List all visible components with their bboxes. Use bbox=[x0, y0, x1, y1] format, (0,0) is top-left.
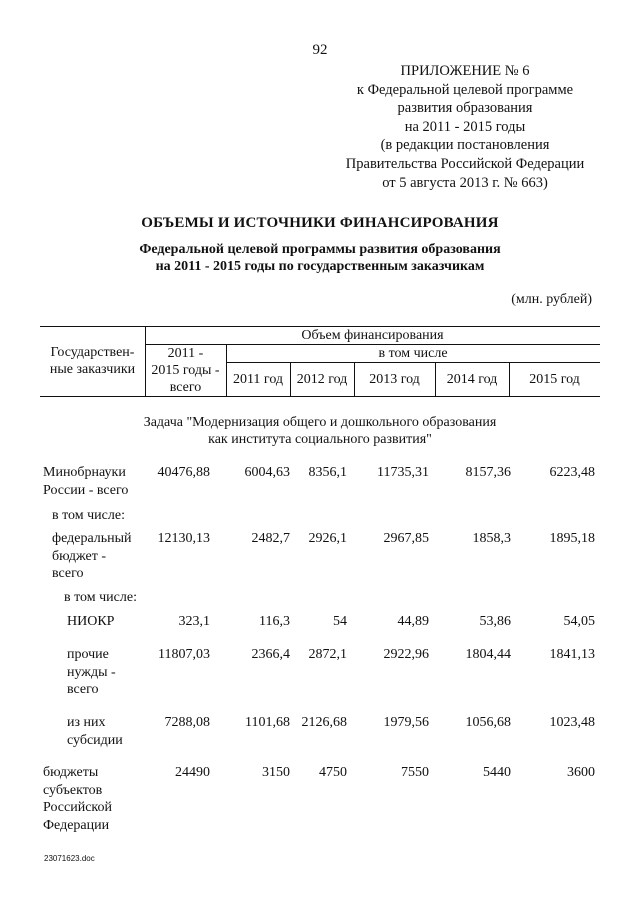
row-label-line: России - всего bbox=[43, 482, 129, 498]
row-label bbox=[64, 589, 137, 607]
appendix-line: развития образования bbox=[397, 100, 533, 117]
appendix-line: Правительства Российской Федерации bbox=[345, 155, 585, 172]
row-label-line: всего bbox=[52, 566, 84, 581]
cell-2013: 1979,56 bbox=[383, 715, 429, 730]
cell-2011: 2482,7 bbox=[251, 531, 290, 546]
row-label-line: из них bbox=[67, 715, 106, 730]
cell-2015: 1841,13 bbox=[549, 647, 595, 662]
row-label bbox=[52, 507, 125, 525]
cell-2012: 4750 bbox=[319, 765, 347, 780]
header-year-2013: 2013 год bbox=[369, 372, 420, 387]
appendix-line: к Федеральной целевой программе bbox=[356, 81, 574, 98]
cell-total: 40476,88 bbox=[157, 465, 210, 480]
row-label bbox=[43, 764, 112, 834]
task-line: как института социального развития" bbox=[208, 432, 432, 447]
cell-total: 323,1 bbox=[178, 614, 210, 629]
header-text: всего bbox=[169, 380, 202, 395]
header-text: ные заказчики bbox=[49, 362, 136, 377]
cell-2015: 6223,48 bbox=[549, 465, 595, 480]
cell-2014: 53,86 bbox=[479, 614, 511, 629]
row-label-line: всего bbox=[67, 682, 99, 697]
header-total bbox=[145, 345, 226, 396]
footer-filename: 23071623.doc bbox=[44, 854, 95, 863]
cell-2013: 11735,31 bbox=[377, 465, 429, 480]
cell-2012: 2872,1 bbox=[308, 647, 347, 662]
cell-2012: 2926,1 bbox=[308, 531, 347, 546]
row-label-line: нужды - bbox=[67, 664, 116, 680]
header-bottom-border bbox=[40, 396, 600, 397]
header-customers bbox=[40, 344, 145, 378]
cell-2015: 1895,18 bbox=[549, 531, 595, 546]
header-year-2012: 2012 год bbox=[296, 372, 348, 387]
appendix-line: на 2011 - 2015 годы bbox=[404, 118, 526, 135]
header-text: Государствен- bbox=[50, 345, 135, 360]
header-including: в том числе bbox=[378, 346, 448, 361]
task-line: Задача "Модернизация общего и дошкольного образования bbox=[143, 415, 497, 430]
cell-total: 24490 bbox=[175, 765, 210, 780]
row-label-line: Минобрнауки bbox=[43, 465, 126, 480]
row-label-line: Российской bbox=[43, 800, 112, 815]
cell-total: 7288,08 bbox=[164, 715, 210, 730]
header-text: 2015 годы - bbox=[151, 363, 220, 378]
appendix-line: ПРИЛОЖЕНИЕ № 6 bbox=[400, 63, 530, 79]
row-label-line: субъектов bbox=[43, 782, 103, 798]
row-label-line: прочие bbox=[67, 647, 109, 662]
cell-total: 11807,03 bbox=[158, 647, 210, 662]
row-label bbox=[67, 714, 123, 749]
row-label-line: Федерации bbox=[43, 817, 110, 833]
subtitle-line: на 2011 - 2015 годы по государственным заказчикам bbox=[155, 259, 485, 274]
header-text: 2011 - bbox=[167, 346, 204, 361]
cell-2015: 1023,48 bbox=[549, 715, 595, 730]
document-title: ОБЪЕМЫ И ИСТОЧНИКИ ФИНАНСИРОВАНИЯ bbox=[141, 215, 499, 231]
cell-2013: 2922,96 bbox=[383, 647, 429, 662]
cell-2011: 2366,4 bbox=[251, 647, 290, 662]
row-label-line: в том числе: bbox=[52, 508, 125, 523]
header-funding: Объем финансирования bbox=[301, 328, 444, 343]
appendix-line: (в редакции постановления bbox=[380, 137, 550, 154]
row-label bbox=[67, 613, 114, 631]
page-number: 92 bbox=[312, 42, 328, 58]
cell-2014: 1858,3 bbox=[472, 531, 511, 546]
cell-2014: 8157,36 bbox=[465, 465, 511, 480]
row-label bbox=[67, 646, 116, 699]
subtitle-line: Федеральной целевой программы развития образования bbox=[139, 242, 501, 257]
row-label bbox=[52, 530, 132, 583]
header-year-2011: 2011 год bbox=[232, 372, 284, 387]
appendix-block bbox=[330, 62, 600, 192]
cell-2015: 54,05 bbox=[563, 614, 595, 629]
task-heading bbox=[100, 414, 540, 448]
cell-total: 12130,13 bbox=[157, 531, 210, 546]
cell-2011: 1101,68 bbox=[245, 715, 290, 730]
document-subtitle bbox=[60, 241, 580, 275]
row-label-line: федеральный bbox=[52, 531, 132, 546]
cell-2011: 3150 bbox=[262, 765, 290, 780]
cell-2013: 2967,85 bbox=[383, 531, 429, 546]
cell-2014: 1804,44 bbox=[465, 647, 511, 662]
row-label-line: бюджет - bbox=[52, 548, 106, 564]
row-label bbox=[43, 464, 128, 499]
appendix-line: от 5 августа 2013 г. № 663) bbox=[382, 174, 548, 191]
row-label-line: НИОКР bbox=[67, 614, 115, 629]
cell-2013: 44,89 bbox=[397, 614, 429, 629]
cell-2015: 3600 bbox=[567, 765, 595, 780]
cell-2012: 8356,1 bbox=[308, 465, 347, 480]
row-label-line: субсидии bbox=[67, 732, 123, 748]
cell-2011: 116,3 bbox=[259, 614, 290, 629]
cell-2011: 6004,63 bbox=[244, 465, 290, 480]
header-year-2015: 2015 год bbox=[529, 372, 580, 387]
cell-2013: 7550 bbox=[401, 765, 429, 780]
cell-2014: 5440 bbox=[483, 765, 511, 780]
row-label-line: бюджеты bbox=[43, 765, 99, 780]
header-divider bbox=[226, 362, 600, 363]
cell-2012: 54 bbox=[333, 614, 347, 629]
row-label-line: в том числе: bbox=[64, 590, 137, 605]
header-year-2014: 2014 год bbox=[446, 372, 498, 387]
units-note: (млн. рублей) bbox=[511, 292, 592, 307]
cell-2012: 2126,68 bbox=[301, 715, 347, 730]
cell-2014: 1056,68 bbox=[465, 715, 511, 730]
